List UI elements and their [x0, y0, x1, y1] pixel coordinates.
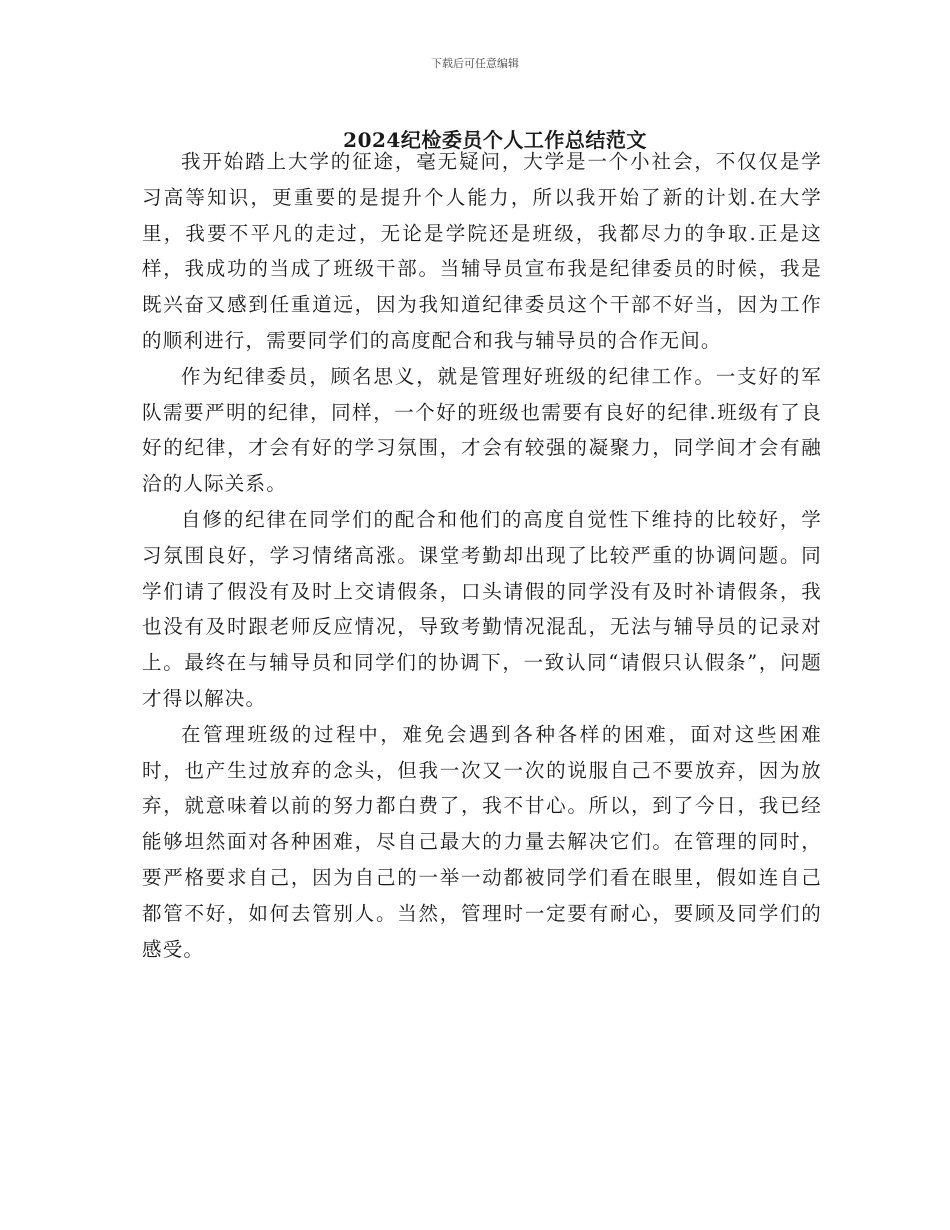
paragraph-4: 在管理班级的过程中，难免会遇到各种各样的困难，面对这些困难时，也产生过放弃的念头，但我一次又一次的说服自己不要放弃，因为放弃，就意味着以前的努力都白费了，我不甘心。所以，到了今日，我已经能够坦然面对各种困难，尽自己最大的力量去解决它们。在管理的同时，要严格要求自己，因为自己的一举一动都被同学们看在眼里，假如连自己都管不好，如何去管别人。当然，管理时一定要有耐心，要顾及同学们的感受。 [142, 722, 822, 961]
header-note: 下载后可任意编辑 [431, 57, 519, 70]
paragraph-3: 自修的纪律在同学们的配合和他们的高度自觉性下维持的比较好，学习氛围良好，学习情绪高涨。课堂考勤却出现了比较严重的协调问题。同学们请了假没有及时上交请假条，口头请假的同学没有及时补请假条，我也没有及时跟老师反应情况，导致考勤情况混乱，无法与辅导员的记录对上。最终在与辅导员和同学们的协调下，一致认同“请假只认假条”，问题才得以解决。 [142, 507, 822, 710]
paragraph-1: 我开始踏上大学的征途，毫无疑问，大学是一个小社会，不仅仅是学习高等知识，更重要的是提升个人能力，所以我开始了新的计划.在大学里，我要不平凡的走过，无论是学院还是班级，我都尽力的争取.正是这样，我成功的当成了班级干部。当辅导员宣布我是纪律委员的时候，我是既兴奋又感到任重道远，因为我知道纪律委员这个干部不好当，因为工作的顺利进行，需要同学们的高度配合和我与辅导员的合作无间。 [142, 150, 822, 352]
document-body [142, 144, 822, 967]
paragraph-2: 作为纪律委员，顾名思义，就是管理好班级的纪律工作。一支好的军队需要严明的纪律，同样，一个好的班级也需要有良好的纪律.班级有了良好的纪律，才会有好的学习氛围，才会有较强的凝聚力，同学间才会有融洽的人际关系。 [142, 364, 822, 496]
document-title: 2024纪检委员个人工作总结范文 [343, 128, 647, 152]
